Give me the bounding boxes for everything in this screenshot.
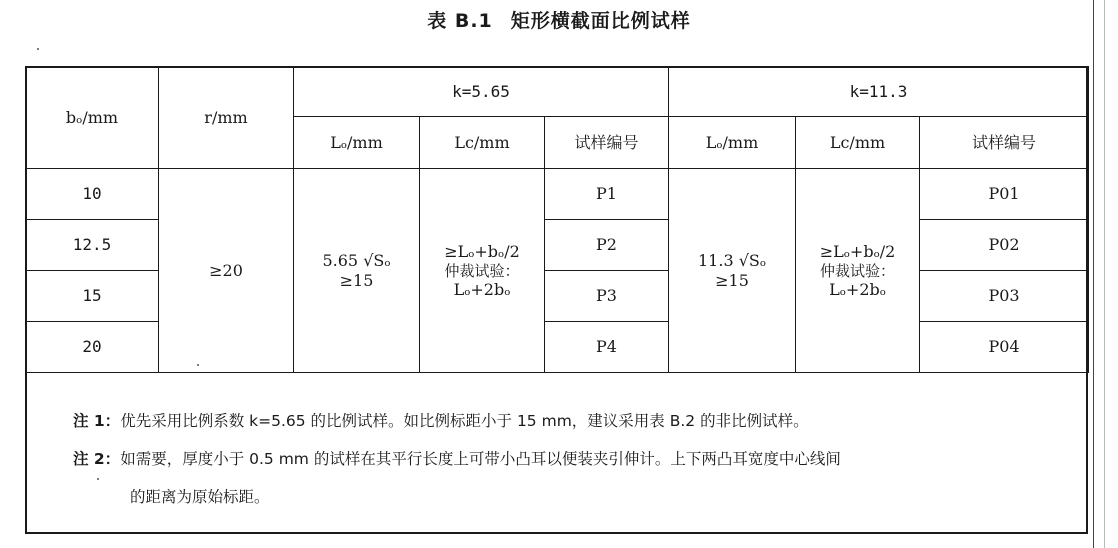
- header-L0: Lₒ/mm: [669, 117, 796, 169]
- Lc-arbitration-label: 仲裁试验：: [444, 261, 520, 280]
- L0-formula: 11.3 √Sₒ: [698, 251, 767, 271]
- table-number: 表 B.1: [427, 10, 493, 32]
- cell-L0-group2: [669, 169, 796, 373]
- header-r: r/mm: [159, 67, 294, 169]
- note-1-text: 优先采用比例系数 k=5.65 的比例试样。如比例标距小于 15 mm，建议采用表 B.2 的非比例试样。: [120, 412, 809, 430]
- L0-formula: 5.65 √Sₒ: [322, 251, 391, 271]
- cell-b0: 12.5: [26, 220, 159, 271]
- header-specimen-no: 试样编号: [920, 117, 1089, 169]
- cell-Lc-group2: [796, 169, 920, 373]
- scan-speck: [37, 48, 39, 50]
- page-edge-rule: [1093, 0, 1094, 548]
- note-2: [73, 440, 1068, 478]
- header-k-11-3: k=11.3: [669, 67, 1089, 117]
- cell-specimen-no: P04: [920, 322, 1089, 373]
- cell-specimen-no: P03: [920, 271, 1089, 322]
- header-row-1: [26, 67, 1089, 117]
- L0-minimum: ≥15: [715, 270, 749, 290]
- page-edge-rule: [1104, 0, 1105, 548]
- cell-r-value: ≥20: [159, 169, 294, 373]
- cell-specimen-no: P2: [545, 220, 669, 271]
- table-notes: [25, 380, 1088, 534]
- Lc-arbitration-formula: Lₒ+2bₒ: [453, 279, 511, 299]
- cell-b0: 15: [26, 271, 159, 322]
- cell-specimen-no: P3: [545, 271, 669, 322]
- note-2-text: 如需要，厚度小于 0.5 mm 的试样在其平行长度上可带小凸耳以便装夹引伸计。上下两凸耳宽度中心线间: [120, 450, 841, 468]
- Lc-formula: ≥Lₒ+bₒ/2: [444, 242, 520, 262]
- cell-specimen-no: P01: [920, 169, 1089, 220]
- Lc-formula: ≥Lₒ+bₒ/2: [819, 242, 896, 262]
- header-Lc: Lc/mm: [796, 117, 920, 169]
- cell-b0: 20: [26, 322, 159, 373]
- cell-specimen-no: P02: [920, 220, 1089, 271]
- header-k-5-65: k=5.65: [294, 67, 669, 117]
- table-title: [0, 6, 1118, 33]
- L0-minimum: ≥15: [339, 270, 374, 290]
- header-Lc: Lc/mm: [420, 117, 545, 169]
- cell-specimen-no: P4: [545, 322, 669, 373]
- note-1-label: 注 1：: [73, 412, 121, 430]
- Lc-arbitration-formula: Lₒ+2bₒ: [829, 279, 886, 299]
- note-2-continuation: 的距离为原始标距。: [130, 488, 270, 506]
- table-caption: 矩形横截面比例试样: [510, 10, 691, 32]
- table-row: [26, 169, 1089, 220]
- cell-specimen-no: P1: [545, 169, 669, 220]
- specimen-table: [25, 66, 1089, 373]
- header-L0: Lₒ/mm: [294, 117, 420, 169]
- Lc-arbitration-label: 仲裁试验：: [820, 261, 896, 280]
- note-2-label: 注 2：: [73, 450, 121, 468]
- cell-b0: 10: [26, 169, 159, 220]
- header-b0: bₒ/mm: [26, 67, 159, 169]
- header-specimen-no: 试样编号: [545, 117, 669, 169]
- cell-Lc-group1: [420, 169, 545, 373]
- note-1: [73, 402, 1068, 440]
- cell-L0-group1: [294, 169, 420, 373]
